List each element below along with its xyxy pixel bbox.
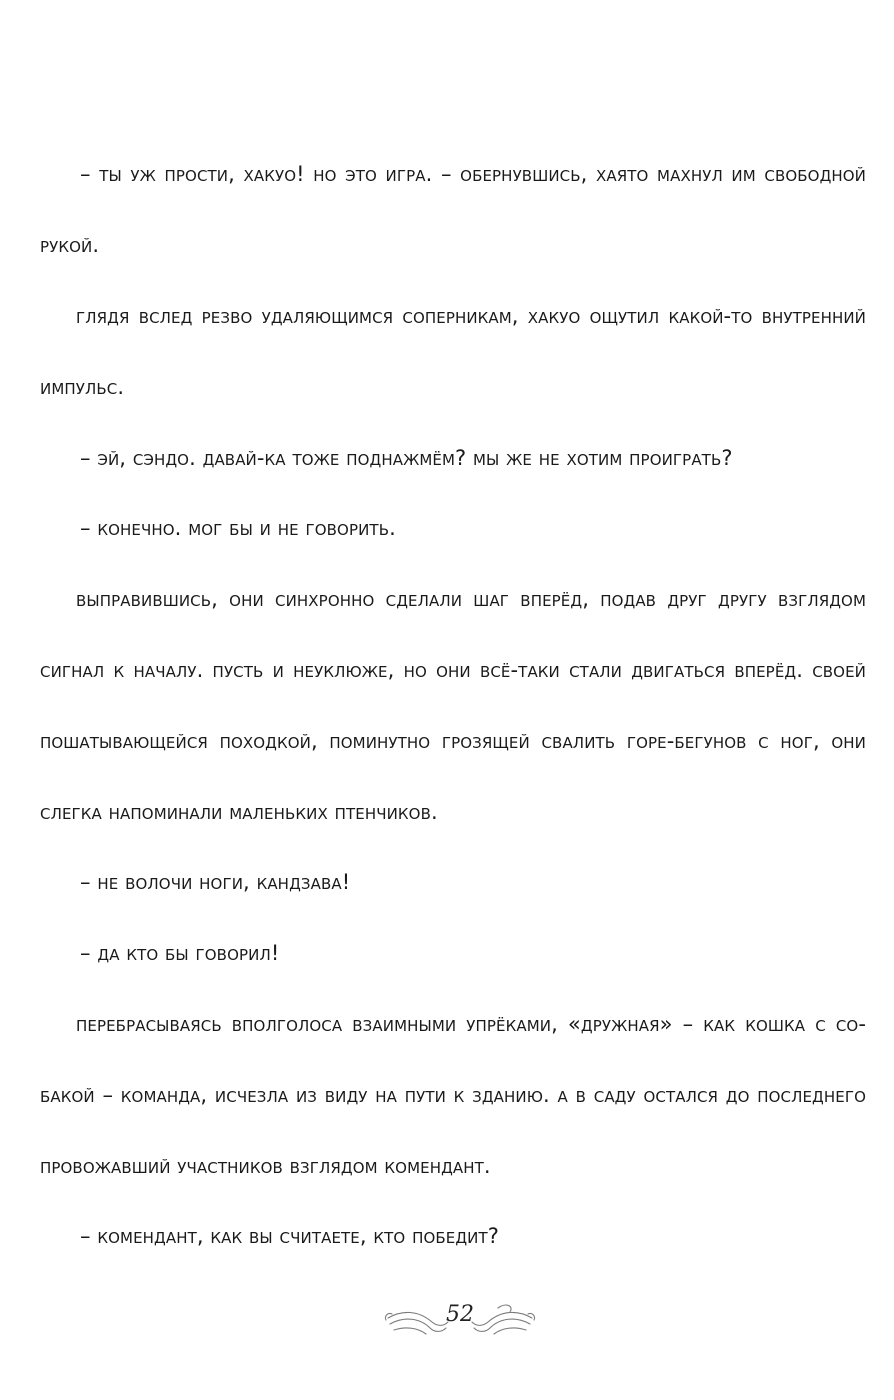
text-line-7: выправившись, они синхронно сделали шаг вперёд, подав друг другу взглядом — [76, 587, 866, 611]
text-line-3: глядя вслед резво удаляющимся соперникам, хакуо ощутил какой-то внутренний — [76, 304, 866, 328]
text-line-4: импульс. — [40, 375, 125, 399]
text-line-6: – конечно. мог бы и не говорить. — [80, 516, 396, 540]
text-line-9: пошатывающейся походкой, поминутно грозящей свалить горе-бегунов с ног, они — [40, 729, 866, 753]
text-line-16: – комендант, как вы считаете, кто победит? — [80, 1224, 500, 1248]
text-line-2: рукой. — [40, 233, 100, 257]
text-line-15: провожавший участников взглядом комендант. — [40, 1154, 491, 1178]
text-line-10: слегка напоминали маленьких птенчиков. — [40, 800, 438, 824]
page-number: 52 — [446, 1302, 474, 1327]
text-line-5: – эй, сэндо. давай-ка тоже поднажмём? мы же не хотим проиграть? — [80, 446, 733, 470]
text-line-8: сигнал к началу. пусть и неуклюже, но они всё-таки стали двигаться вперёд. своей — [40, 658, 866, 682]
text-line-14: бакой – команда, исчезла из виду на пути к зданию. а в саду остался до последнего — [40, 1083, 866, 1107]
page-footer — [380, 1296, 540, 1344]
text-line-11: – не волочи ноги, кандзава! — [80, 870, 351, 894]
text-line-1: – ты уж прости, хакуо! но это игра. – обернувшись, хаято махнул им свободной — [80, 162, 866, 186]
book-page — [40, 0, 866, 1400]
text-line-13: перебрасываясь вполголоса взаимными упрёками, «дружная» – как кошка с со- — [76, 1012, 866, 1036]
text-line-12: – да кто бы говорил! — [80, 941, 280, 965]
